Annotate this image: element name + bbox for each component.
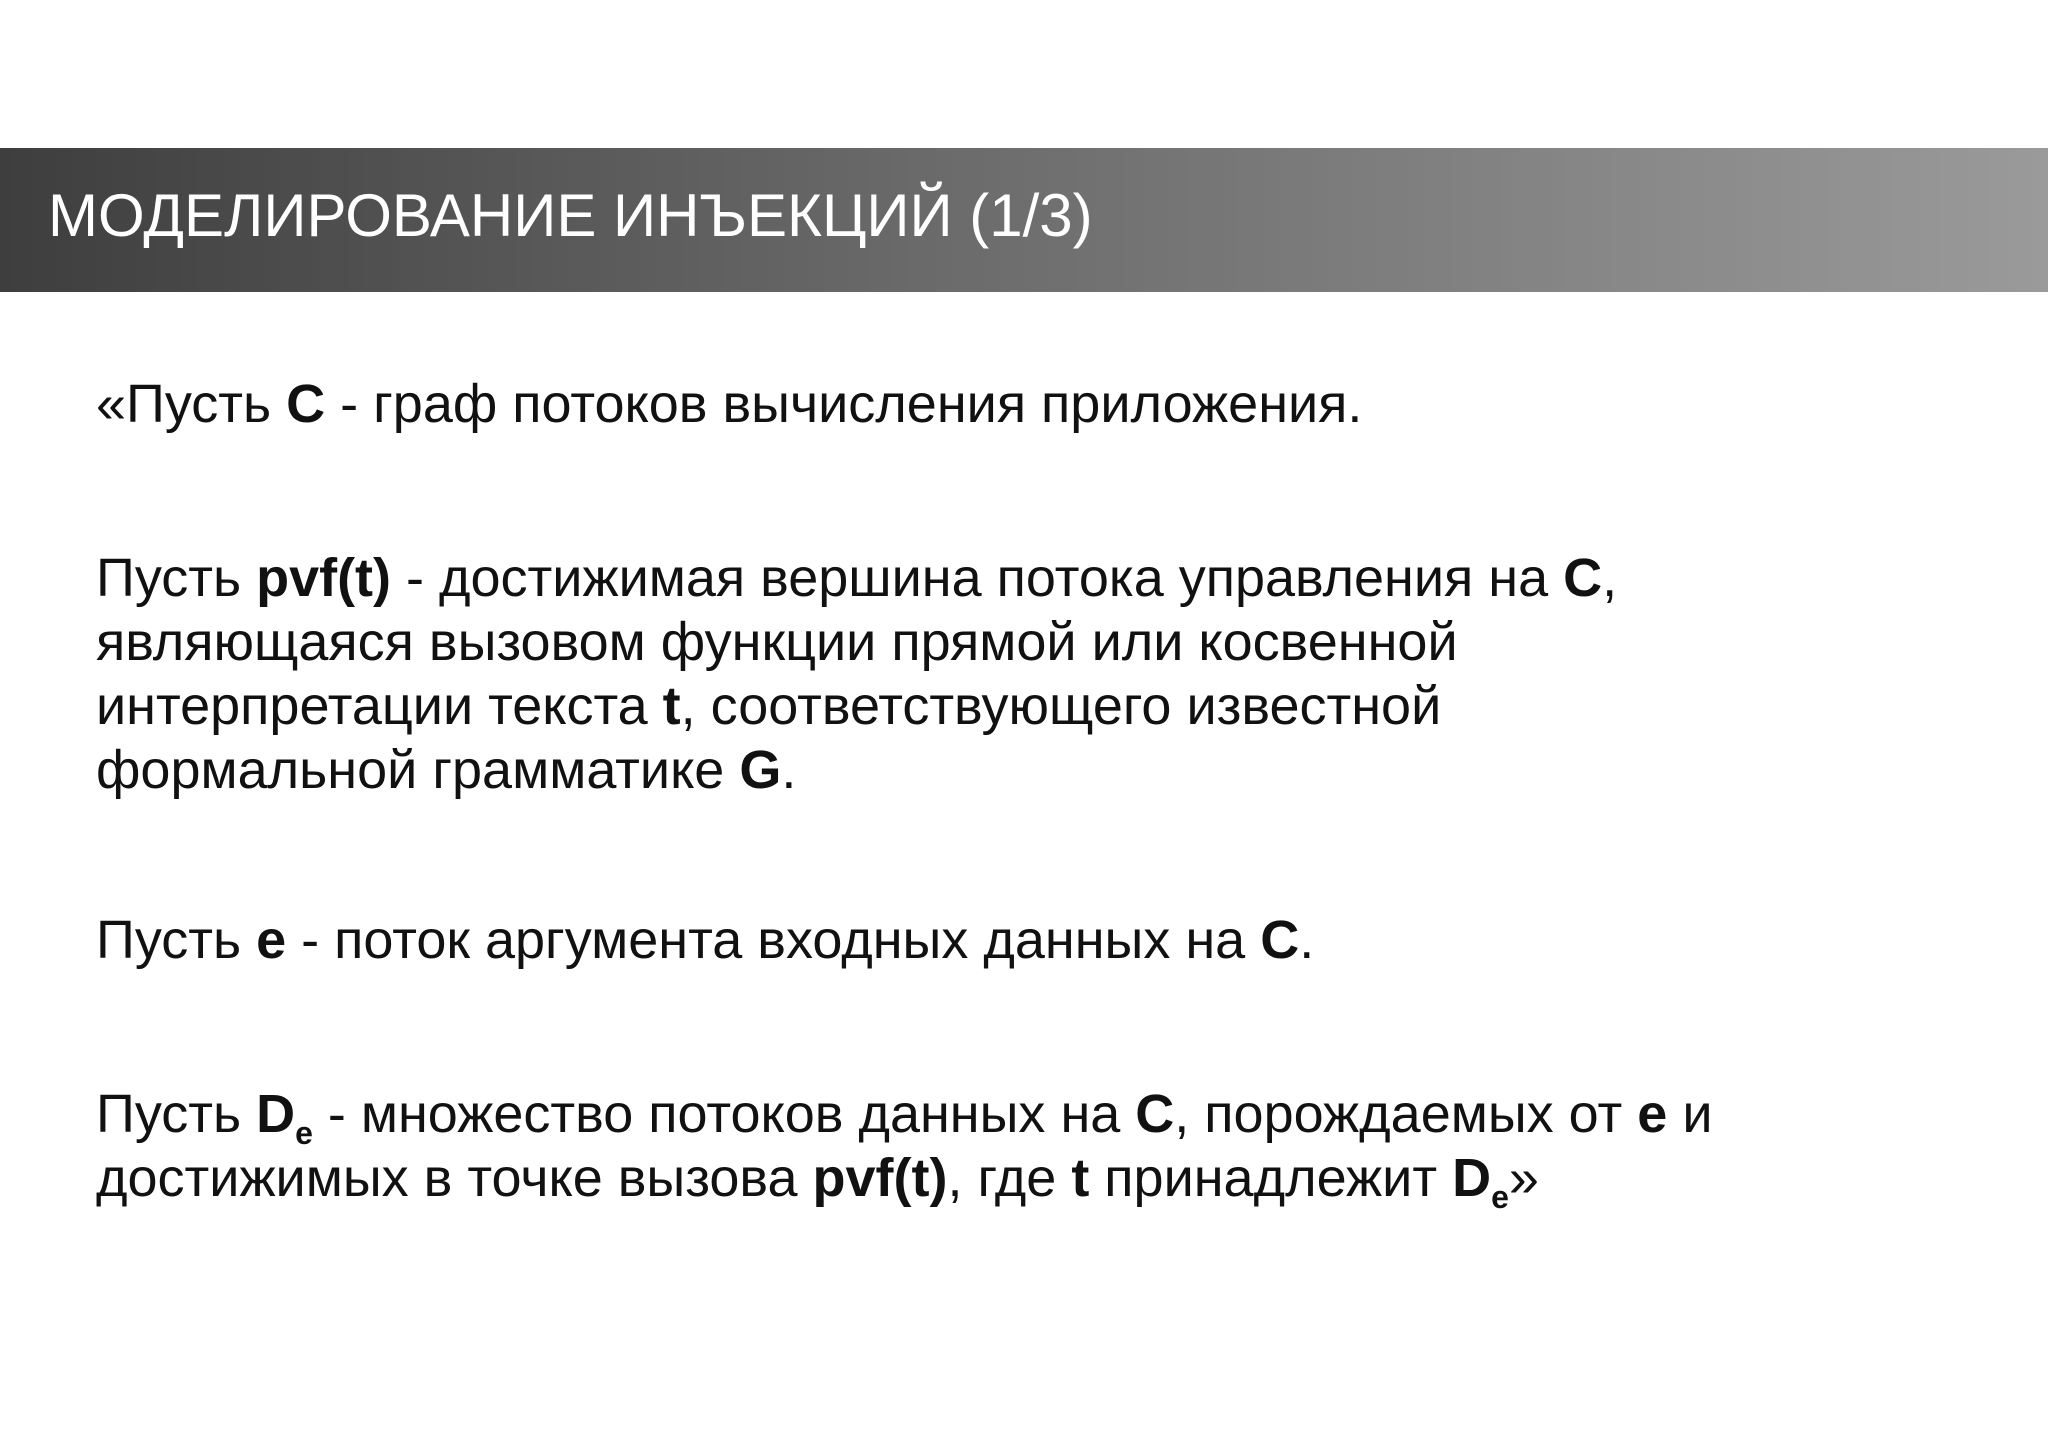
subscript-e: e xyxy=(1491,1179,1509,1215)
text: Пусть xyxy=(96,548,257,608)
text: «Пусть xyxy=(96,374,287,434)
symbol-c: C xyxy=(1563,548,1603,608)
text: » xyxy=(1508,1148,1539,1208)
symbol-d: D xyxy=(256,1084,296,1144)
text: , соответствующего известной xyxy=(680,676,1442,736)
text: интерпретации текста xyxy=(96,676,663,736)
symbol-d: D xyxy=(1452,1148,1492,1208)
text: - граф потоков вычисления приложения. xyxy=(325,374,1363,434)
text: принадлежит xyxy=(1089,1148,1453,1208)
symbol-c: C xyxy=(1135,1084,1175,1144)
text: - достижимая вершина потока управления на xyxy=(391,548,1564,608)
text: , порождаемых от xyxy=(1174,1084,1638,1144)
symbol-pvf: pvf(t) xyxy=(812,1148,948,1208)
text: и xyxy=(1667,1084,1713,1144)
text: , где xyxy=(947,1148,1072,1208)
text: . xyxy=(781,740,797,800)
definition-e xyxy=(96,908,1314,972)
text: - поток аргумента входных данных на xyxy=(286,910,1261,970)
text: являющаяся вызовом функции прямой или косвенной xyxy=(96,612,1458,672)
text: формальной грамматике xyxy=(96,740,740,800)
symbol-t: t xyxy=(662,676,681,736)
symbol-pvf: pvf(t) xyxy=(256,548,392,608)
definition-pvf xyxy=(96,546,1617,802)
title-band xyxy=(0,148,2048,292)
symbol-c: C xyxy=(1260,910,1300,970)
subscript-e: e xyxy=(295,1115,313,1151)
symbol-e: e xyxy=(256,910,287,970)
symbol-t: t xyxy=(1071,1148,1090,1208)
definition-graph xyxy=(96,372,1362,436)
text: Пусть xyxy=(96,1084,257,1144)
text: , xyxy=(1602,548,1618,608)
symbol-e: e xyxy=(1637,1084,1668,1144)
text: - множество потоков данных на xyxy=(312,1084,1136,1144)
slide-title: МОДЕЛИРОВАНИЕ ИНЪЕКЦИЙ (1/3) xyxy=(48,182,1093,249)
text: . xyxy=(1299,910,1315,970)
symbol-c: C xyxy=(286,374,326,434)
symbol-g: G xyxy=(739,740,782,800)
text: достижимых в точке вызова xyxy=(96,1148,813,1208)
text: Пусть xyxy=(96,910,257,970)
definition-de xyxy=(96,1082,1713,1215)
